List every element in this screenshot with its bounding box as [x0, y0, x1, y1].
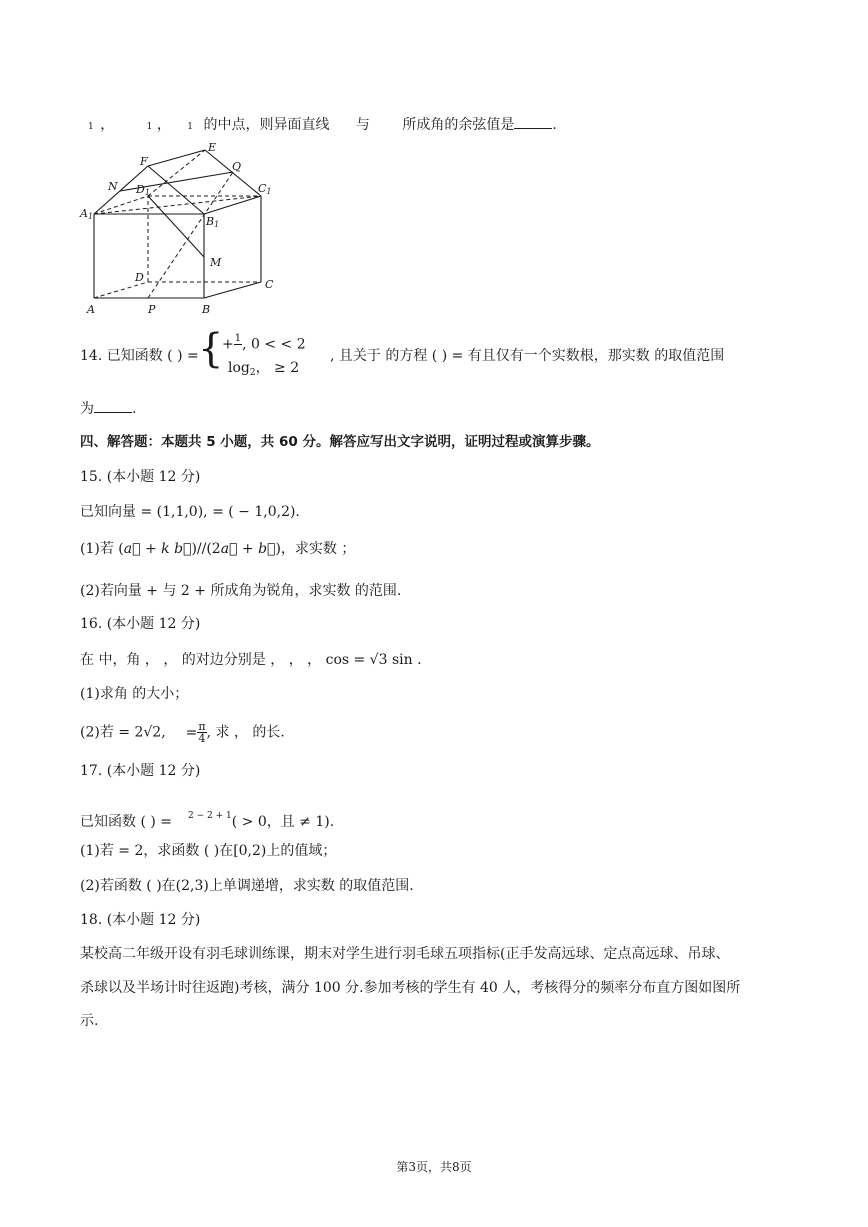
prism-figure: [0, 0, 868, 330]
q16-p2-a: (2)若 = 2√2,: [80, 724, 166, 741]
diag-A1C1-hidden: [94, 196, 261, 214]
q18-line2: 杀球以及半场计时往返跑)考核，满分 100 分.参加考核的学生有 40 人，考核得分的频率分布直方图如图所: [80, 980, 741, 996]
label-D1-main: D: [136, 183, 145, 196]
label-C: C: [265, 278, 274, 291]
edge-A1D1-hidden: [94, 196, 148, 214]
q16-stem: 在 中，角 ， ， 的对边分别是 ， ， ， cos = √3 sin .: [80, 652, 422, 668]
q17-stem: [80, 806, 334, 832]
label-C1-main: C: [258, 182, 267, 195]
q13-comma2: ，: [156, 117, 171, 133]
label-A1: [79, 207, 93, 221]
q16-head: 16. (本小题 12 分): [80, 616, 201, 632]
page-footer: 第3页，共8页: [396, 1160, 472, 1174]
q16-p2-frac: [197, 721, 206, 744]
label-E: E: [208, 141, 217, 154]
q15-p1-vec2: a⃗ + b⃗: [220, 541, 276, 557]
q14-line2-text: 为: [80, 401, 94, 417]
label-N: N: [108, 180, 118, 193]
label-D: D: [135, 271, 144, 284]
q16-p2-b: , 求 ， 的长.: [206, 724, 285, 741]
q17-stem-a: 已知函数 ( ) =: [80, 814, 173, 830]
label-B: B: [202, 303, 211, 316]
edge-AD-hidden: [94, 282, 148, 298]
q17-head: 17. (本小题 12 分): [80, 763, 201, 779]
label-B1-sub: 1: [214, 220, 220, 229]
q18-head: 18. (本小题 12 分): [80, 912, 201, 928]
q14-case1-den: [234, 345, 242, 356]
q14-case2: [228, 357, 299, 378]
q14-end: .: [132, 401, 137, 417]
q14-case1: [222, 333, 306, 356]
label-C1: [258, 182, 272, 196]
q14-case1-plus: +: [222, 336, 234, 353]
q14-case2-log: log: [228, 360, 250, 376]
label-Q: Q: [232, 160, 242, 173]
q14-answer-blank: [94, 398, 132, 413]
label-D1: [135, 183, 150, 197]
q18-line3: 示.: [80, 1013, 99, 1029]
q17-part2: (2)若函数 ( )在(2,3)上单调递增，求实数 的取值范围.: [80, 878, 414, 894]
label-D1-sub: 1: [144, 188, 150, 197]
label-A: A: [87, 303, 95, 316]
segment-PQ-hidden: [148, 172, 233, 298]
q13-sub3: 1: [187, 122, 194, 132]
q15-stem: 已知向量 = (1,1,0), = ( − 1,0,2).: [80, 504, 300, 520]
q13-sub1: 1: [88, 122, 94, 132]
q13-text: 的中点，则异面直线: [203, 117, 330, 133]
q14-case1-frac: [234, 333, 242, 356]
edge-EC1: [205, 150, 261, 196]
q13-end: .: [552, 117, 557, 133]
q13-comma1: ，: [100, 117, 115, 133]
q14-case1-cond: , 0 < < 2: [242, 336, 306, 353]
q14-brace: {: [198, 326, 224, 372]
q15-p1-end: )，求实数 ；: [275, 541, 356, 557]
edge-FE: [148, 150, 205, 166]
q14-line2: [80, 398, 136, 419]
label-A1-main: A: [80, 207, 88, 220]
label-P: P: [148, 303, 156, 316]
label-A1-sub: 1: [87, 212, 94, 221]
q16-part2: [80, 721, 285, 744]
edge-B1C1: [204, 196, 261, 214]
section-4-heading: 四、解答题：本题共 5 小题，共 60 分。解答应写出文字说明，证明过程或演算步骤。: [80, 434, 600, 450]
q15-p1-a: (1)若 (: [80, 541, 124, 557]
label-B1: [205, 215, 219, 229]
label-C1-sub: 1: [266, 187, 272, 196]
q16-p2-frac-num: π: [198, 720, 206, 733]
q15-part2: (2)若向量 + 与 2 + 所成角为锐角，求实数 的范围.: [80, 583, 402, 599]
q13-tail: 所成角的余弦值是: [402, 117, 515, 133]
q14-case1-num: 1: [234, 333, 242, 344]
q15-head: 15. (本小题 12 分): [80, 469, 201, 485]
q17-stem-exp: 2 − 2 + 1: [188, 811, 232, 821]
label-F: F: [140, 155, 148, 168]
q14-case2-cond: ， ≥ 2: [255, 360, 300, 376]
q17-stem-b: ( > 0，且 ≠ 1).: [231, 814, 335, 830]
q16-p2-frac-den: 4: [198, 732, 206, 745]
q14-case2-sub: 2: [249, 368, 256, 378]
q15-p1-vec: a⃗ + k b⃗: [123, 541, 192, 557]
q18-line1: 某校高二年级开设有羽毛球训练课，期末对学生进行羽毛球五项指标(正手发高远球、定点高远球、吊球、: [80, 946, 730, 962]
q15-part1: [80, 539, 355, 559]
edge-BC: [204, 282, 261, 298]
label-B1-main: B: [206, 215, 215, 228]
label-M: M: [210, 256, 222, 269]
q16-part1: (1)求角 的大小；: [80, 686, 189, 702]
q13-and: 与: [355, 117, 370, 133]
q13-sub2: 1: [146, 122, 153, 132]
q15-p1-mid: )//(2: [191, 541, 221, 557]
q14-prefix: 14. 已知函数 ( ) =: [80, 348, 199, 364]
q16-p2-eq: =: [185, 724, 198, 741]
segment-to-M: [148, 196, 204, 257]
q14-suffix: , 且关于 的方程 ( ) = 有且仅有一个实数根，那实数 的取值范围: [330, 348, 725, 364]
q17-part1: (1)若 = 2，求函数 ( )在[0,2)上的值域；: [80, 843, 337, 859]
